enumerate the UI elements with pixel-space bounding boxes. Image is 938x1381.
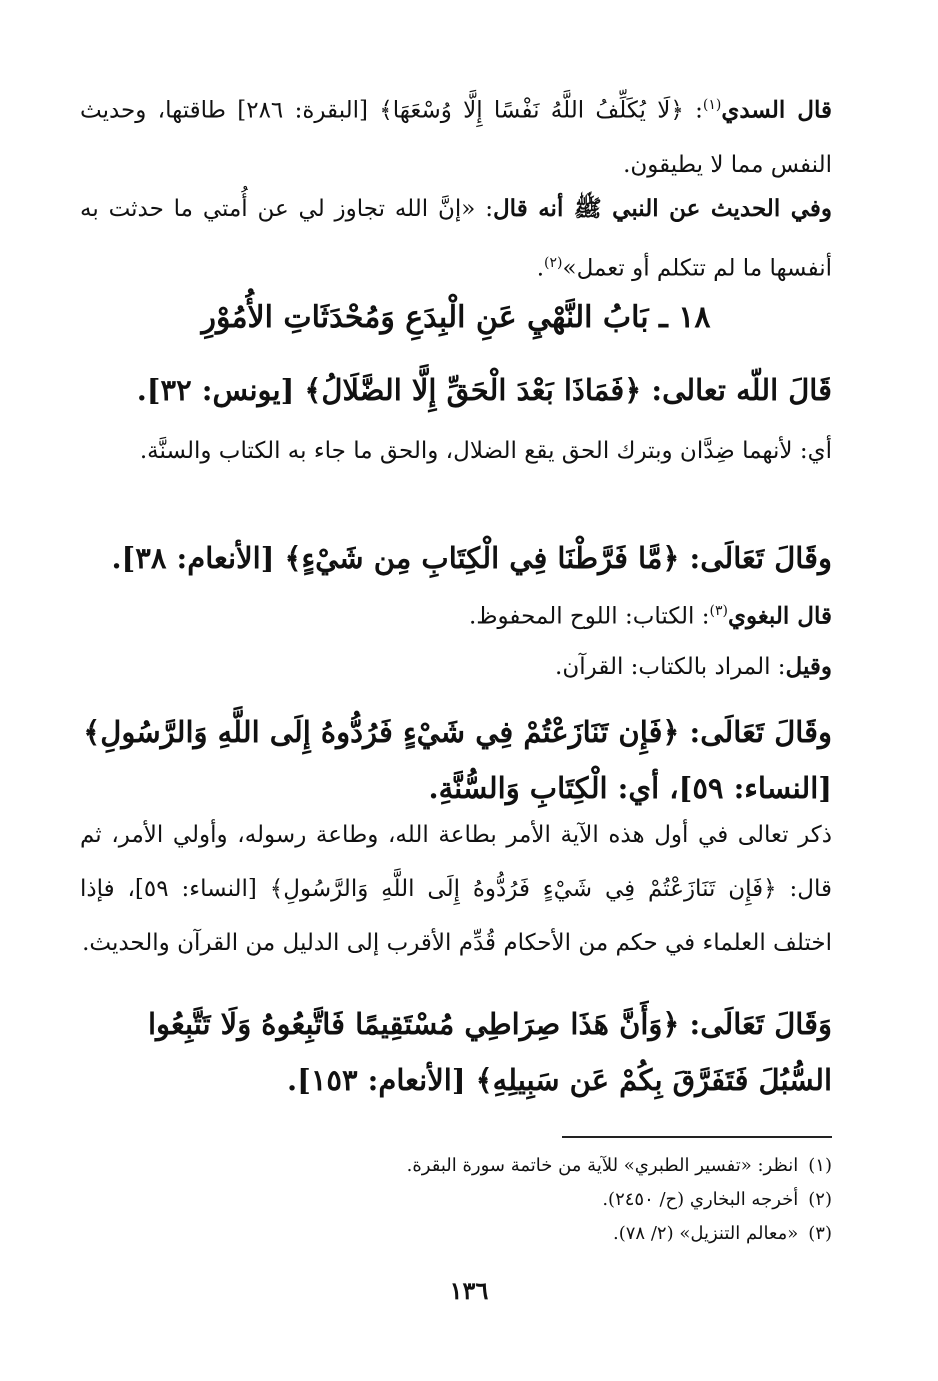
verse-anam-38: وقَالَ تَعَالَى: ﴿مَّا فَرَّطْنَا فِي الْكِتَابِ مِن شَيْءٍ﴾ [الأنعام: ٣٨]. — [111, 541, 832, 575]
speaker-name: وقيل — [785, 653, 832, 680]
footnote-text: «معالم التنزيل» (٢/ ٧٨). — [613, 1223, 799, 1244]
hadith-intro: وفي الحديث عن النبي ﷺ أنه قال — [492, 195, 833, 222]
page-number: ١٣٦ — [449, 1276, 489, 1305]
paragraph-commentary: ذكر تعالى في أول هذه الآية الأمر بطاعة الله، وطاعة رسوله، وأولي الأمر، ثم قال: ﴿فَإِن تَنَازَعْتُمْ فِي شَيْءٍ فَرُدُّوهُ إِلَى اللَّهِ وَالرَّسُولِ﴾ [النساء: ٥٩]، فإذا اختلف العلماء في حكم من الأحكام قُدِّم الأقرب إلى الدليل من القرآن والحديث. — [80, 822, 832, 956]
footnote-2 — [80, 1186, 832, 1214]
footnote-number: (٢) — [808, 1189, 832, 1210]
footnote-number: (١) — [808, 1155, 832, 1176]
verse-nisa-59: وقَالَ تَعَالَى: ﴿فَإِن تَنَازَعْتُمْ فِي شَيْءٍ فَرُدُّوهُ إِلَى اللَّهِ وَالرَّسُولِ﴾ [النساء: ٥٩]، أي: الْكِتَابِ وَالسُّنَّةِ. — [83, 715, 832, 805]
footnote-ref: (٢) — [544, 255, 563, 271]
paragraph-text: : ﴿لَا يُكَلِّفُ اللَّهُ نَفْسًا إِلَّا وُسْعَهَا﴾ [البقرة: ٢٨٦] طاقتها، وحديث النفس مما لا يطيقون. — [80, 97, 832, 178]
footnote-ref: (٣) — [709, 603, 728, 619]
punctuation: . — [536, 255, 545, 282]
paragraph-suddi — [80, 78, 832, 192]
paragraph-baghawi — [80, 584, 832, 644]
footnote-1 — [80, 1152, 832, 1180]
verse-anam-153: وَقَالَ تَعَالَى: ﴿وَأَنَّ هَذَا صِرَاطِي مُسْتَقِيمًا فَاتَّبِعُوهُ وَلَا تَتَّبِعُوا السُّبُلَ فَتَفَرَّقَ بِكُمْ عَن سَبِيلِهِ﴾ [الأنعام: ١٥٣]. — [147, 1007, 832, 1097]
footnote-3 — [80, 1220, 832, 1248]
verse-yunus: قَالَ اللّه تعالى: ﴿فَمَاذَا بَعْدَ الْحَقِّ إِلَّا الضَّلَالُ﴾ [يونس: ٣٢]. — [136, 373, 832, 407]
paragraph-qil — [80, 640, 832, 694]
footnote-ref: (١) — [702, 97, 722, 113]
footnote-text: انظر: «تفسير الطبري» للآية من خاتمة سورة البقرة. — [406, 1155, 799, 1176]
chapter-heading: ١٨ ـ بَابُ النَّهْيِ عَنِ الْبِدَعِ وَمُحْدَثَاتِ الأُمُوْرِ — [201, 300, 711, 335]
paragraph-explanation: أي: لأنهما ضِدَّان وبترك الحق يقع الضلال، والحق ما جاء به الكتاب والسنَّة. — [139, 438, 832, 464]
footnote-separator — [562, 1136, 832, 1138]
speaker-name: قال البغوي — [727, 602, 832, 630]
paragraph-hadith — [80, 182, 832, 296]
hadith-text: : «إنَّ الله تجاوز لي عن أُمتي ما حدثت به أنفسها ما لم تتكلم أو تعمل» — [80, 196, 832, 282]
footnote-number: (٣) — [808, 1223, 832, 1244]
footnote-text: أخرجه البخاري (ح/ ٢٤٥٠). — [602, 1189, 799, 1210]
speaker-name: قال السدي — [721, 96, 832, 124]
paragraph-text: : المراد بالكتاب: القرآن. — [555, 654, 786, 680]
paragraph-text: : الكتاب: اللوح المحفوظ. — [468, 603, 710, 630]
